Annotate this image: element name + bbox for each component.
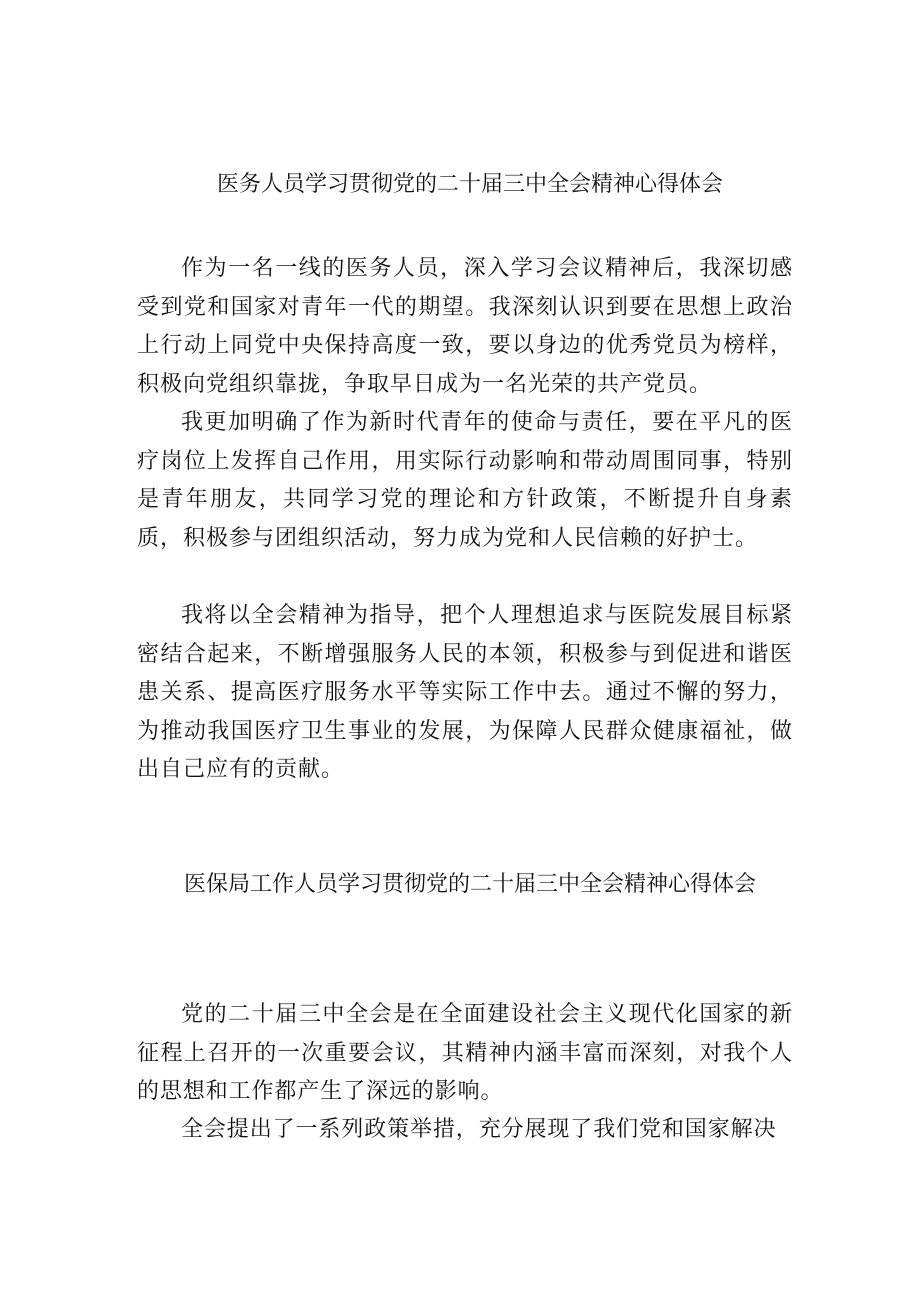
article-title: 医务人员学习贯彻党的二十届三中全会精神心得体会: [216, 172, 723, 197]
paragraph: 我将以全会精神为指导，把个人理想追求与医院发展目标紧密结合起来，不断增强服务人民的本领，积极参与到促进和谐医患关系、提高医疗服务水平等实际工作中去。通过不懈的努力，为推动我国医疗卫生事业的发展，为保障人民群众健康福祉，做出自己应有的贡献。: [137, 603, 793, 782]
article-title: 医保局工作人员学习贯彻党的二十届三中全会精神心得体会: [183, 872, 756, 897]
paragraph: 作为一名一线的医务人员，深入学习会议精神后，我深切感受到党和国家对青年一代的期望。我深刻认识到要在思想上政治上行动上同党中央保持高度一致，要以身边的优秀党员为榜样，积极向党组织靠拢，争取早日成为一名光荣的共产党员。: [137, 256, 793, 397]
paragraph: 我更加明确了作为新时代青年的使命与责任，要在平凡的医疗岗位上发挥自己作用，用实际行动影响和带动周围同事，特别是青年朋友，共同学习党的理论和方针政策，不断提升自身素质，积极参与团组织活动，努力成为党和人民信赖的好护士。: [137, 410, 793, 551]
paragraph: 全会提出了一系列政策举措，充分展现了我们党和国家解决: [181, 1117, 777, 1142]
paragraph: 党的二十届三中全会是在全面建设社会主义现代化国家的新征程上召开的一次重要会议，其精神内涵丰富而深刻，对我个人的思想和工作都产生了深远的影响。: [137, 1002, 793, 1104]
